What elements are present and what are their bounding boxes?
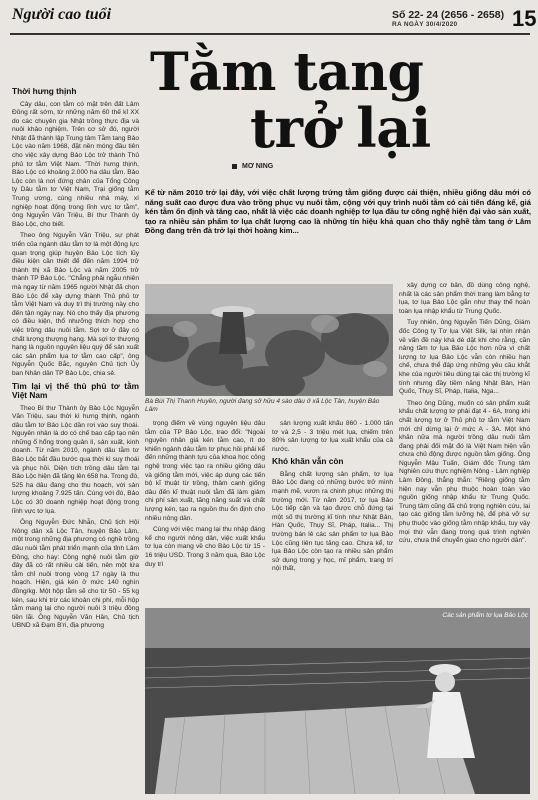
silk-weaving-photo [145, 608, 530, 794]
article-column-4 [399, 282, 530, 605]
article-title-line-1: Tằm tang [150, 42, 424, 103]
paragraph: Cây dâu, con tằm có mặt trên đất Lâm Đồng rất sớm, từ những năm 60 thế kỉ XX do các chuyên gia Nhật trồng thực địa và nuôi khảo nghiệm. Trên cơ sở đó, người Nhật đã thành lập Trung tâm Tằm tang Bảo Lộc vào năm 1968, đặt nền móng đầu tiên cho việc xây dựng Bảo Lộc trở thành Thủ phủ tơ tằm Việt Nam. "Thời hưng thịnh, Bảo Lộc có khoảng 2.000 ha dâu tằm. Bảo Lộc còn là nơi đứng chân của Tổng Công ty Dâu tằm tơ Việt Nam, Trại giống tằm Trung ương, cùng nhiều nhà máy, xí nghiệp hoạt động trong lĩnh vực tơ tằm", ông Nguyễn Văn Triệu, Bí thư Thành ủy Bảo Lộc, cho biết. [12, 100, 139, 228]
paragraph: Theo Bí thư Thành ủy Bảo Lộc Nguyễn Văn Triệu, sau thời kì hưng thịnh, ngành dâu tằm tơ Bảo Lộc dần rơi vào suy thoái. Nguyên nhân là do có chế bao cấp tạo nên những ổ hổng trong quản lí, sản xuất, kinh doanh. Từ năm 2010, ngành dâu tằm tơ Bảo Lộc bắt đầu bước qua thời kì suy thoái và phục hồi. Diện tích trồng dâu tằm tại Bảo Lộc hiện đã tăng lên 658 ha. Trong đó, 525 ha dâu đang cho thu hoạch, với sản lượng khoảng 7.925 tấn. Cùng với đó, Bảo Lộc có 30 doanh nghiệp hoạt động trong lĩnh vực tơ lụa. [12, 404, 139, 515]
section-heading: Khó khăn vẫn còn [272, 456, 344, 467]
section-heading: Tìm lại vị thế thủ phủ tơ tằm Việt Nam [12, 380, 139, 400]
issue-date: RA NGÀY 30/4/2020 [392, 21, 458, 28]
paragraph: sản lượng xuất khẩu 860 - 1.000 tấn tơ và 2,5 - 3 triệu mét lụa, chiếm trên 80% sản lượng tơ lụa xuất khẩu của cả nước. [272, 420, 393, 453]
masthead [12, 4, 537, 31]
paragraph: Tuy nhiên, ông Nguyễn Tiến Dũng, Giám đốc Công ty Tơ lụa Việt Silk, lại nhìn nhận về vấn đề này khá dè dặt khi cho rằng, cần nâng tầm tơ lụa Bảo Lộc hơn nữa vì chất lượng tơ lụa Bảo Lộc vẫn còn nhiều hạn chế, chưa thể đáp ứng những yêu cầu khắt khe của người tiêu dùng tại các thị trường kĩ tính nhưng đầy tiềm năng Nhật Bản, Hàn Quốc, Thụy Sĩ, Pháp, Italia, Nga... [399, 319, 530, 396]
photo-caption: Các sản phẩm tơ lụa Bảo Lộc [442, 612, 528, 619]
article-lead: Kể từ năm 2010 trở lại đây, với việc chất lượng trứng tằm giống được cải thiện, nhiều giống dâu mới có năng suất cao được đưa vào trồng phục vụ nuôi tằm, cộng với quy trình nuôi tằm có cải tiến đáng kể, giá kén tằm ổn định và tăng cao, nhất là việc các doanh nghiệp tơ lụa đầu tư công nghệ hiện đại vào sản xuất, tạo ra nhiều sản phẩm tơ lụa chất lượng cao là những tín hiệu khả quan cho thấy nghề tằm tang ở Lâm Đồng đang trên đà trở lại thời hoàng kim... [145, 188, 531, 235]
paragraph: xây dựng cơ bản, đồ dùng công nghệ, nhất là các sản phẩm thời trang làm bằng tơ lụa, tơ lụa Bảo Lộc gắn như thay thế hoàn toàn lụa nhập khẩu từ Trung Quốc. [399, 282, 530, 315]
page-number: 15 [512, 6, 537, 31]
section-heading: Thời hưng thịnh [12, 86, 77, 96]
paragraph: Bằng chất lượng sản phẩm, tơ lụa Bảo Lộc đang có những bước trở mình mạnh mẽ, vươn ra chinh phục những thị trường mới. Từ năm 2017, tơ lụa Bảo Lộc tiếp cận và tạo được chỗ đứng tại một số thị trường kĩ tính như Nhật Bản, Hàn Quốc, Thụy Sĩ, Pháp, Italia... Thị trường bán lẻ các sản phẩm tơ lụa Bảo Lộc cũng liên tục tăng cao. Chưa kể, tơ lụa Bảo Lộc còn tạo ra nhiều sản phẩm sử dụng trong y học, mĩ phẩm, trang trí nội thất, [272, 470, 393, 573]
paragraph: trọng điểm về vùng nguyên liệu dâu tằm của TP Bảo Lộc, trao đổi: "Ngoài nguyên nhân giá kén tằm cao, ít do khiến ngành dâu tằm tơ phục hồi phải kể đến những thành tựu của khoa học công nghệ trong việc tạo ra nhiều giống dâu và giống tằm mới, việc áp dụng các tiến bộ kĩ thuật từ trồng, thâm canh giống dâu đến kĩ thuật nuôi tằm đã làm giảm chi phí sản xuất, tăng năng suất và chất lượng kén, tạo ra nguồn thu ổn định cho nhiều nông dân. [145, 420, 265, 522]
photo-caption: Bà Bùi Thị Thanh Huyền, người đang sở hữu 4 sào dâu ở xã Lộc Tân, huyện Bảo Lâm [145, 398, 380, 413]
publication-name: Người cao tuổi [12, 6, 112, 23]
paragraph: Cùng với việc mang lại thu nhập đáng kể cho người nông dân, việc xuất khẩu tơ lụa còn mang về cho Bảo Lộc từ 15 - 16 triệu USD. Trong 3 năm qua, Bảo Lộc duy trì [145, 526, 265, 568]
masthead-divider [10, 33, 530, 35]
mulberry-field-photo [145, 284, 393, 396]
photo-illustration [145, 608, 530, 794]
author-byline [232, 163, 273, 170]
photo-illustration [145, 284, 393, 396]
paragraph: Ông Nguyễn Đức Nhẫn, Chủ tịch Hội Nông dân xã Lộc Tân, huyện Bảo Lâm, một trong những địa phương có nghề trồng dâu nuôi tằm phát triển mạnh của tỉnh Lâm Đồng, cho hay: Công nghệ nuôi tằm giờ đây đã có rất nhiều cải tiến, nên một lứa tằm chỉ nuôi trong vòng 17 ngày là thu hoạch. Hiện, giá kén ở mức 140 nghìn đồng/kg. Một hộp tằm sẽ cho từ 50 - 55 kg kén, sau khi trừ các khoản chi phí, mỗi hộp tằm mang lại cho người nuôi 3 triệu đồng tiền lãi. Ông Nguyễn Văn Hân, Chủ tịch UBND xã Đạm B'ri, địa phương [12, 519, 139, 630]
paragraph: Theo ông Nguyễn Văn Triệu, sự phát triển của ngành dâu tằm tơ là một động lực quan trọng giúp huyện Bảo Lộc tích lũy điều kiện cần thiết để đến năm 1994 trở thành thị xã Bảo Lộc và năm 2005 trở thành TP Bảo Lộc. "Chẳng phải ngẫu nhiên mà ngay từ năm 1965 người Nhật đã chọn Bảo Lộc để xây dựng thành Thủ phủ tơ tằm Việt Nam và duy trì thị trường này cho đến tận ngày nay. Nó cho thấy địa phương có điều kiện, thổ nhưỡng thích hợp cho việc trồng dâu nuôi tằm. Sợi tơ ở đây có chất lượng thượng hạng. Mà sợi tơ thượng hạng là nguồn nguyên liệu quý để sản xuất các sản phẩm lụa tơ tằm cao cấp", ông Nguyễn Quốc Bắc, nguyên Chủ tịch Ủy ban Nhân dân TP Bảo Lộc, chia sẻ. [12, 232, 139, 377]
article-column-3 [272, 420, 393, 605]
article-column-1 [12, 85, 139, 795]
article-title-line-2: trở lại [250, 96, 431, 160]
byline-bullet-icon [232, 164, 237, 169]
issue-number: Số 22- 24 (2656 - 2658) [392, 9, 505, 21]
article-column-2 [145, 420, 265, 605]
paragraph: Theo ông Dũng, muốn có sản phẩm xuất khẩu chất lượng tơ phải đạt 4 - 6A, trong khi chất lượng tơ ở Thủ phủ tơ tằm Việt Nam mới chỉ dừng lại ở mức A - 3A. Một khó khăn nữa mà người trồng dâu nuôi tằm đang phải đối mặt đó là Việt Nam hiện vẫn chưa chủ động được nguồn tằm giống. Ông Nguyễn Mậu Tuấn, Giám đốc Trung tâm Nghiên cứu thực nghiệm Nông - Lâm nghiệp Lâm Đồng, thẳng thắn: "Riêng giống tằm hiện nay vẫn phụ thuộc hoàn toàn vào nguồn giống nhập khẩu từ Trung Quốc. Trung tâm cũng đã chủ trọng nghiên cứu, lai tạo các giống tằm lưỡng hệ, để phá vỡ sự phụ thuộc vào giống tằm nhập khẩu, tuy vậy mọi thứ vẫn đang trong quá trình nghiên cứu, chưa thể chuyển giao cho người dân". [399, 399, 530, 545]
author-name: MƠ NING [242, 163, 274, 170]
